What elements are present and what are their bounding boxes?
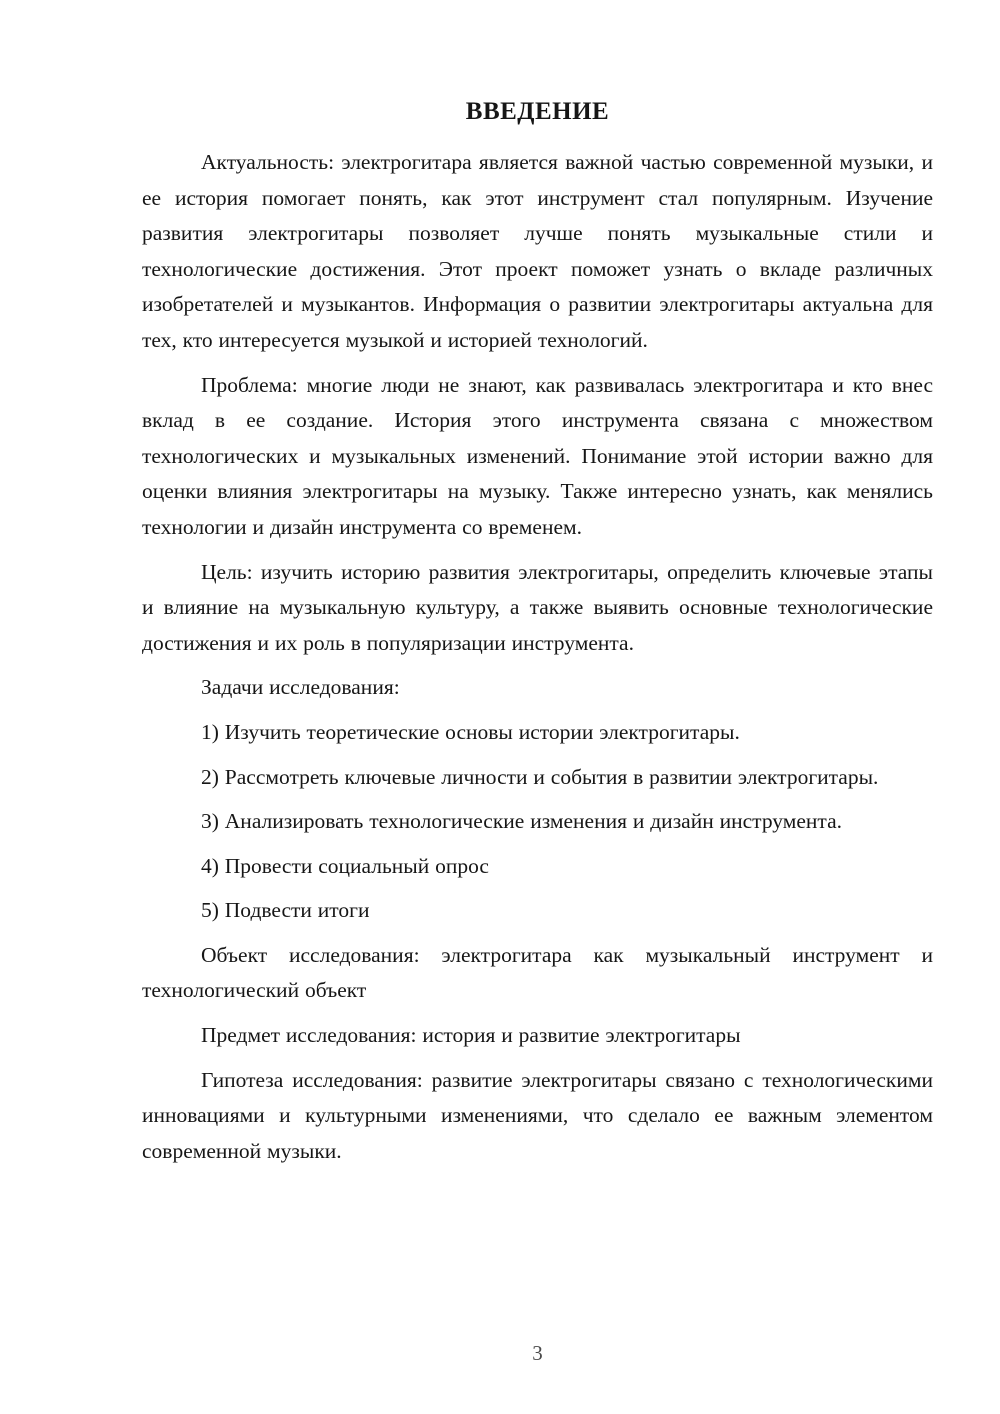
paragraph-subject: Предмет исследования: история и развитие электрогитары xyxy=(201,1023,741,1048)
paragraph-goal: Цель: изучить историю развития электрогитары, определить ключевые этапы и влияние на музыкальную культуру, а также выявить основные технологические достижения и их роль в популяризации инструмента. xyxy=(142,559,933,655)
task-item-3: 3) Анализировать технологические изменения и дизайн инструмента. xyxy=(201,809,842,834)
tasks-heading: Задачи исследования: xyxy=(201,675,400,700)
paragraph-relevance: Актуальность: электрогитара является важной частью современной музыки, и ее история помогает понять, как этот инструмент стал популярным. Изучение развития электрогитары позволяет лучше понять музыкальные стили и технологические достижения. Этот проект поможет узнать о вкладе различных изобретателей и музыкантов. Информация о развитии электрогитары актуальна для тех, кто интересуется музыкой и историей технологий. xyxy=(142,150,933,352)
task-item-2: 2) Рассмотреть ключевые личности и события в развитии электрогитары. xyxy=(201,764,879,789)
task-item-1: 1) Изучить теоретические основы истории электрогитары. xyxy=(201,719,740,744)
paragraph-problem: Проблема: многие люди не знают, как развивалась электрогитара и кто внес вклад в ее создание. История этого инструмента связана с множеством технологических и музыкальных изменений. Понимание этой истории важно для оценки влияния электрогитары на музыку. Также интересно узнать, как менялись технологии и дизайн инструмента со временем. xyxy=(142,372,933,539)
page-number: 3 xyxy=(532,1341,543,1365)
task-item-4: 4) Провести социальный опрос xyxy=(201,853,489,878)
task-item-5: 5) Подвести итоги xyxy=(201,898,370,923)
page-title: ВВЕДЕНИЕ xyxy=(465,98,610,125)
paragraph-object: Объект исследования: электрогитара как музыкальный инструмент и технологический объект xyxy=(142,942,933,1003)
paragraph-hypothesis: Гипотеза исследования: развитие электрогитары связано с технологическими инновациями и культурными изменениями, что сделало ее важным элементом современной музыки. xyxy=(142,1067,933,1163)
document-body xyxy=(142,94,933,1178)
